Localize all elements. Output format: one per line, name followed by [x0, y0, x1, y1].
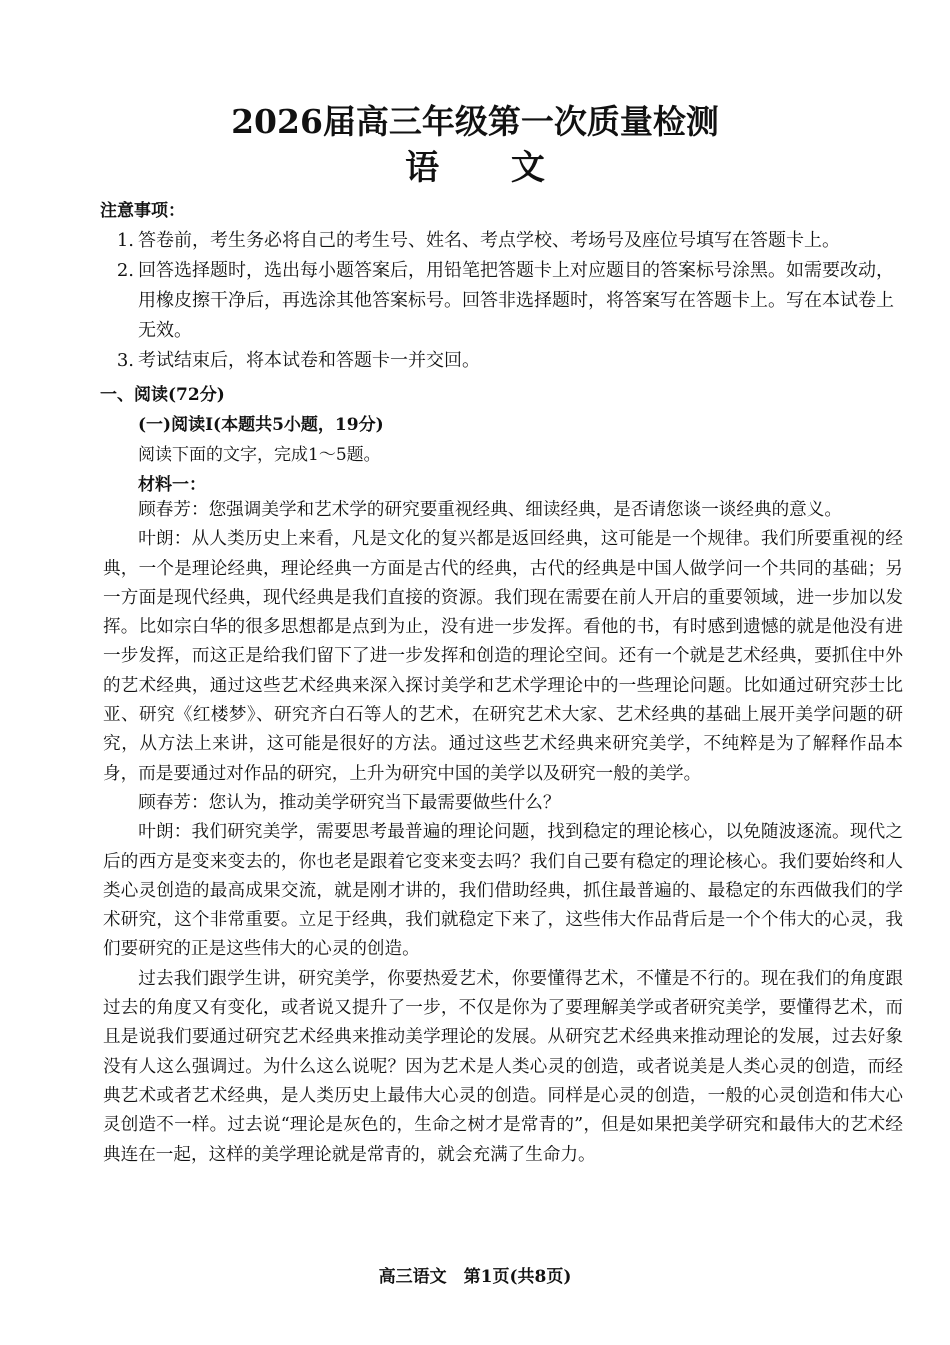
reading-passage: [103, 496, 903, 1170]
material-label: 材料一：: [138, 475, 206, 495]
subject-title: 语 文: [405, 148, 575, 188]
page-footer: 高三语文 第1页(共8页): [378, 1267, 572, 1287]
notice-item-3: [100, 346, 900, 376]
notice-item-text: 考试结束后，将本试卷和答题卡一并交回。: [138, 350, 480, 371]
exam-title: 2026届高三年级第一次质量检测: [231, 102, 719, 141]
notice-item-text: 回答选择题时，选出每小题答案后，用铅笔把答题卡上对应题目的答案标号涂黑。如需要改动，用橡皮擦干净后，再选涂其他答案标号。回答非选择题时，将答案写在答题卡上。写在本试卷上无效。: [138, 260, 894, 341]
notice-item-2: [100, 256, 900, 346]
sub-section-heading: (一)阅读Ⅰ(本题共5小题，19分): [138, 415, 384, 435]
passage-paragraph: 叶朗：从人类历史上来看，凡是文化的复兴都是返回经典，这可能是一个规律。我们所要重视的经典，一个是理论经典，理论经典一方面是古代的经典，古代的经典是中国人做学问一个共同的基础；另一方面是现代经典，现代经典是我们直接的资源。我们现在需要在前人开启的重要领域，进一步加以发挥。比如宗白华的很多思想都是点到为止，没有进一步发挥。看他的书，有时感到遗憾的就是他没有进一步发挥，而这正是给我们留下了进一步发挥和创造的理论空间。还有一个就是艺术经典，要抓住中外的艺术经典，通过这些艺术经典来深入探讨美学和艺术学理论中的一些理论问题。比如通过研究莎士比亚、研究《红楼梦》、研究齐白石等人的艺术，在研究艺术大家、艺术经典的基础上展开美学问题的研究，从方法上来讲，这可能是很好的方法。通过这些艺术经典来研究美学，不纯粹是为了解释作品本身，而是要通过对作品的研究，上升为研究中国的美学以及研究一般的美学。: [103, 529, 903, 784]
passage-paragraph: 过去我们跟学生讲，研究美学，你要热爱艺术，你要懂得艺术，不懂是不行的。现在我们的角度跟过去的角度又有变化，或者说又提升了一步，不仅是你为了要理解美学或者研究美学，要懂得艺术，而且是说我们要通过研究艺术经典来推动美学理论的发展。从研究艺术经典来推动理论的发展，过去好象没有人这么强调过。为什么这么说呢？因为艺术是人类心灵的创造，或者说美是人类心灵的创造，而经典艺术或者艺术经典，是人类历史上最伟大心灵的创造。同样是心灵的创造，一般的心灵创造和伟大心灵创造不一样。过去说“理论是灰色的，生命之树才是常青的”，但是如果把美学研究和最伟大的艺术经典连在一起，这样的美学理论就是常青的，就会充满了生命力。: [103, 968, 903, 1165]
notice-list: [100, 226, 900, 376]
passage-paragraph: 顾春芳：您强调美学和艺术学的研究要重视经典、细读经典，是否请您谈一谈经典的意义。: [138, 500, 842, 520]
notice-item-number: 3.: [116, 350, 134, 371]
passage-paragraph: 叶朗：我们研究美学，需要思考最普遍的理论问题，找到稳定的理论核心，以免随波逐流。现代之后的西方是变来变去的，你也老是跟着它变来变去吗？我们自己要有稳定的理论核心。我们要始终和人类心灵创造的最高成果交流，就是刚才讲的，我们借助经典，抓住最普遍的、最稳定的东西做我们的学术研究，这个非常重要。立足于经典，我们就稳定下来了，这些伟大作品背后是一个个伟大的心灵，我们要研究的正是这些伟大的心灵的创造。: [103, 822, 903, 960]
section-heading: 一、阅读(72分): [100, 385, 225, 405]
notice-item-number: 1.: [116, 230, 134, 251]
notice-item-text: 答卷前，考生务必将自己的考生号、姓名、考点学校、考场号及座位号填写在答题卡上。: [138, 230, 840, 251]
reading-instruction: 阅读下面的文字，完成1～5题。: [138, 445, 381, 465]
notice-item-number: 2.: [116, 260, 134, 281]
notice-item-1: [100, 226, 900, 256]
notice-heading: 注意事项：: [100, 201, 185, 221]
passage-paragraph: 顾春芳：您认为，推动美学研究当下最需要做些什么？: [138, 792, 561, 813]
